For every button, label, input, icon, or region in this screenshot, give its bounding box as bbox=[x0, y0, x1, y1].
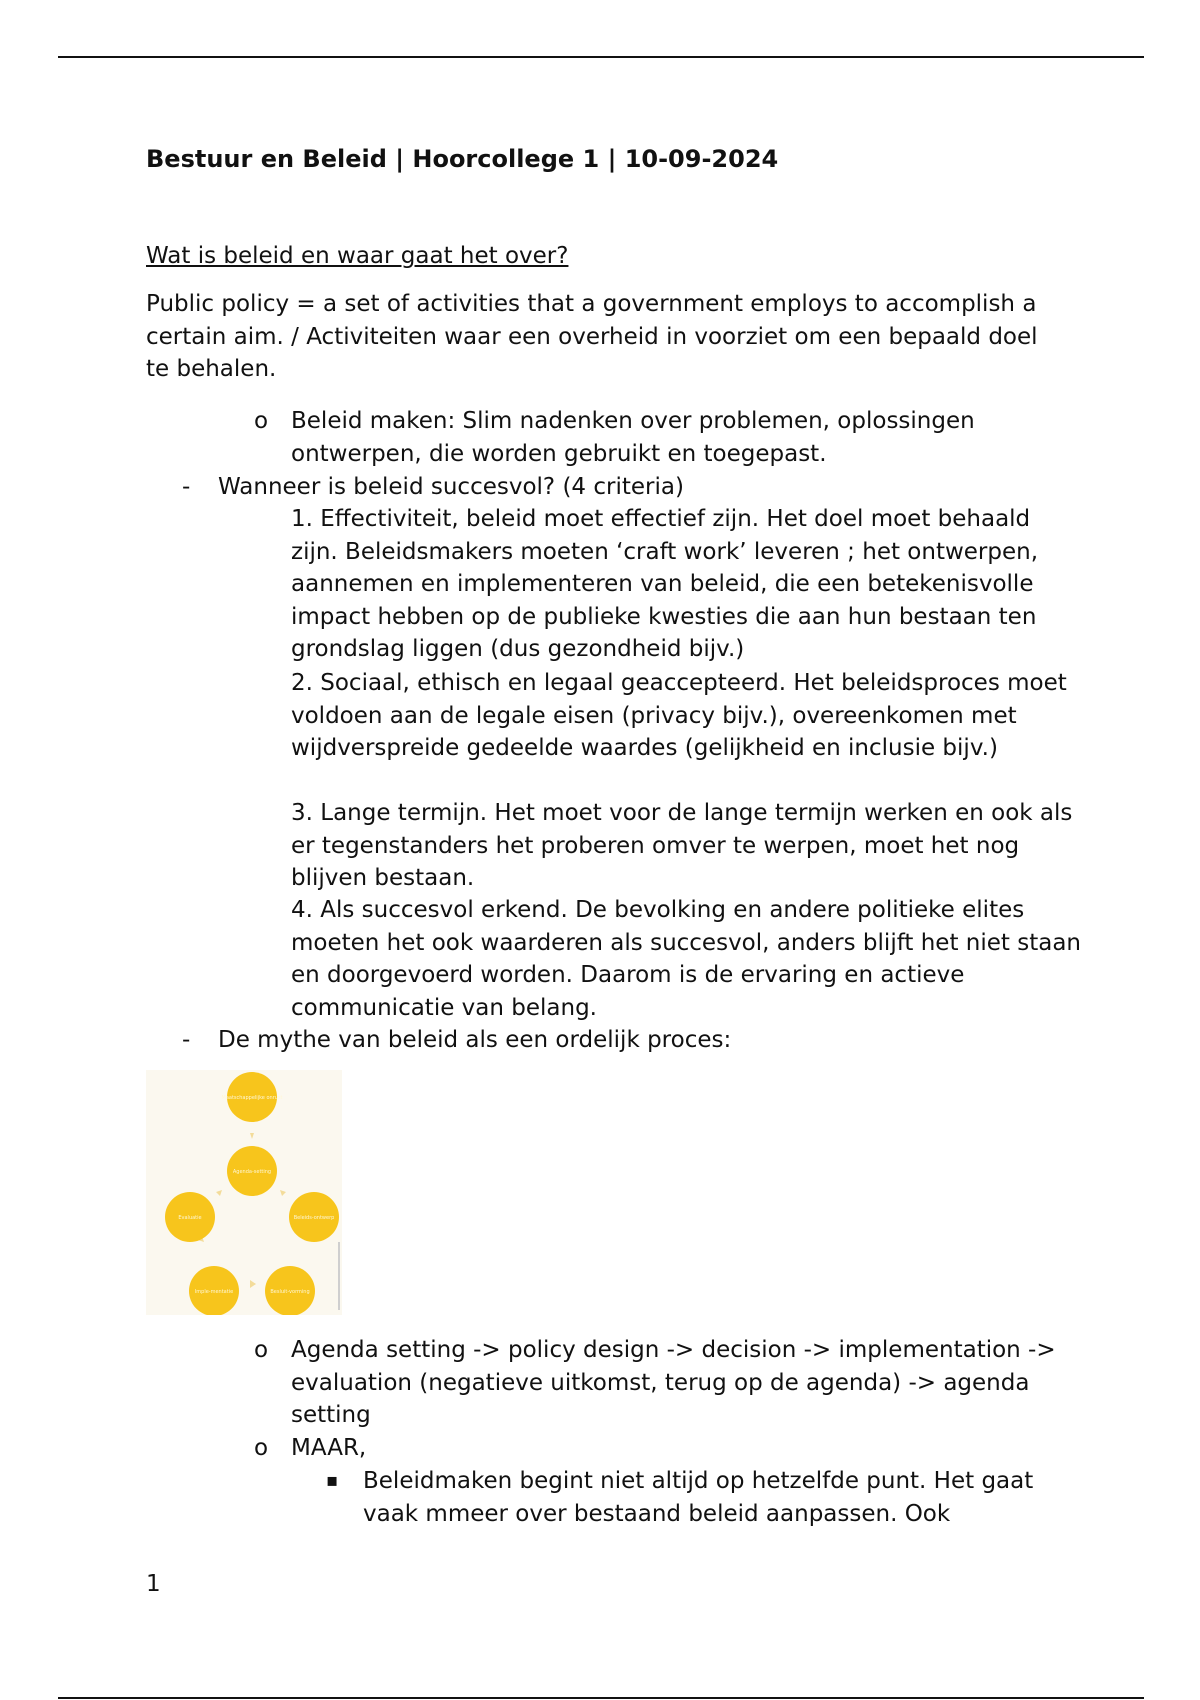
policy-cycle-diagram bbox=[146, 1070, 342, 1315]
circle-bullet-marker: o bbox=[254, 1337, 269, 1363]
cycle-node-label: Besluit-vorming bbox=[270, 1289, 310, 1295]
bullet-beleid-maken: Beleid maken: Slim nadenken over problemen, oplossingen ontwerpen, die worden gebruikt en toegepast. bbox=[291, 408, 975, 467]
cycle-node-label: Beleids-ontwerp bbox=[293, 1215, 335, 1221]
criterion-2: 2. Sociaal, ethisch en legaal geaccepteerd. Het beleidsproces moet voldoen aan de legale eisen (privacy bijv.), overeenkomen met wijdverspreide gedeelde waardes (gelijkheid en inclusie bijv.) bbox=[291, 670, 1067, 762]
square-bullet-marker: ▪ bbox=[326, 1470, 339, 1491]
cycle-node-label: Agenda-setting bbox=[232, 1169, 272, 1175]
section-heading: Wat is beleid en waar gaat het over? bbox=[146, 243, 569, 269]
dash-item-succesvol: Wanneer is beleid succesvol? (4 criteria) bbox=[218, 474, 684, 500]
cycle-node-label: Imple-mentatie bbox=[194, 1289, 234, 1295]
criterion-4: 4. Als succesvol erkend. De bevolking en andere politieke elites moeten het ook waarderen als succesvol, anders blijft het niet staan en doorgevoerd worden. Daarom is de ervaring en actieve communicatie van belang. bbox=[291, 897, 1081, 1021]
criterion-1: 1. Effectiviteit, beleid moet effectief zijn. Het doel moet behaald zijn. Beleidsmakers moeten ‘craft work’ leveren ; het ontwerpen, aannemen en implementeren van beleid, die een betekenisvolle impact hebben op de publieke kwesties die aan hun bestaan ten grondslag liggen (dus gezondheid bijv.) bbox=[291, 506, 1039, 663]
circle-bullet-marker: o bbox=[254, 408, 269, 434]
intro-paragraph: Public policy = a set of activities that a government employs to accomplish a certain aim. / Activiteiten waar een overheid in voorziet om een bepaald doel te behalen. bbox=[146, 291, 1038, 383]
page-number: 1 bbox=[146, 1571, 161, 1597]
cycle-node-label: Maatschappelijke onrust bbox=[221, 1095, 283, 1101]
dash-item-mythe: De mythe van beleid als een ordelijk proces: bbox=[218, 1027, 732, 1053]
bullet-policy-cycle: Agenda setting -> policy design -> decision -> implementation -> evaluation (negatieve uitkomst, terug op de agenda) -> agenda setting bbox=[291, 1337, 1056, 1429]
dash-marker: - bbox=[182, 1027, 191, 1053]
criterion-3: 3. Lange termijn. Het moet voor de lange termijn werken en ook als er tegenstanders het proberen omver te werpen, moet het nog blijven bestaan. bbox=[291, 800, 1073, 892]
bullet-maar: MAAR, bbox=[291, 1435, 367, 1461]
footer-rule bbox=[58, 1697, 1144, 1699]
header-rule bbox=[58, 56, 1144, 58]
circle-bullet-marker: o bbox=[254, 1435, 269, 1461]
document-title: Bestuur en Beleid | Hoorcollege 1 | 10-09-2024 bbox=[146, 145, 779, 173]
cycle-node-label: Evaluatie bbox=[178, 1215, 202, 1221]
dash-marker: - bbox=[182, 474, 191, 500]
sub-bullet-beleidmaken: Beleidmaken begint niet altijd op hetzelfde punt. Het gaat vaak mmeer over bestaand beleid aanpassen. Ook bbox=[363, 1468, 1034, 1527]
